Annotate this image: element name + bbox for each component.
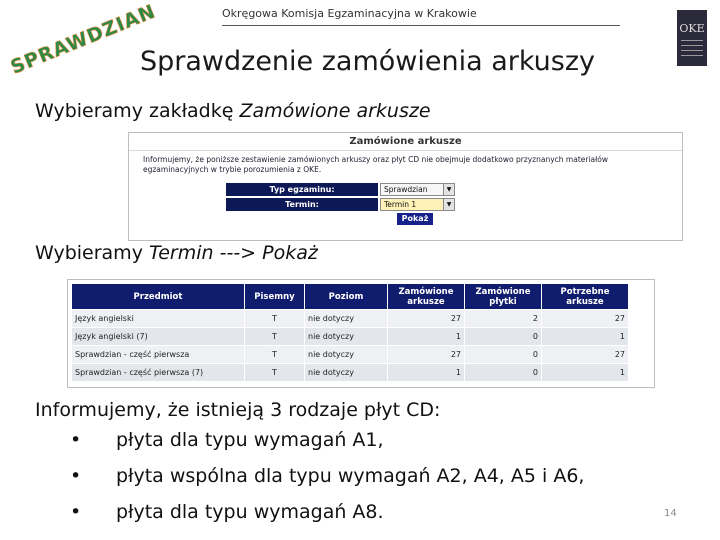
needed-sheets-cell: 1 xyxy=(542,328,629,346)
needed-sheets-cell: 27 xyxy=(542,310,629,328)
exam-type-select[interactable]: Sprawdzian ▼ xyxy=(380,183,455,196)
table-row xyxy=(72,364,629,382)
svg-text:OKE: OKE xyxy=(679,22,705,35)
column-header[interactable]: Pisemny xyxy=(245,284,305,310)
show-button[interactable]: Pokaż xyxy=(397,213,433,225)
ordered-cds-cell: 0 xyxy=(465,328,542,346)
ordered-sheets-cell: 27 xyxy=(388,310,465,328)
organization-name: Okręgowa Komisja Egzaminacyjna w Krakowie xyxy=(222,7,477,20)
level-cell: nie dotyczy xyxy=(305,328,388,346)
ordered-sheets-cell: 1 xyxy=(388,364,465,382)
term-show-emphasis: Termin ---> Pokaż xyxy=(148,242,318,264)
bullet-icon: • xyxy=(70,501,82,523)
chevron-down-icon: ▼ xyxy=(443,199,454,210)
table-header-row xyxy=(72,284,629,310)
orders-table-container xyxy=(67,279,655,388)
page-number: 14 xyxy=(664,508,677,519)
ordered-sheets-panel xyxy=(128,132,683,241)
header-divider xyxy=(222,25,620,26)
cd-types-heading: Informujemy, że istnieją 3 rodzaje płyt CD: xyxy=(35,399,441,421)
ordered-sheets-cell: 1 xyxy=(388,328,465,346)
written-cell: T xyxy=(245,328,305,346)
ordered-cds-cell: 0 xyxy=(465,346,542,364)
table-row xyxy=(72,310,629,328)
bullet-icon: • xyxy=(70,429,82,451)
table-row xyxy=(72,346,629,364)
written-cell: T xyxy=(245,310,305,328)
column-header[interactable]: Przedmiot xyxy=(72,284,245,310)
level-cell: nie dotyczy xyxy=(305,364,388,382)
ordered-cds-cell: 2 xyxy=(465,310,542,328)
exam-type-label: Typ egzaminu: xyxy=(226,183,378,196)
level-cell: nie dotyczy xyxy=(305,310,388,328)
svg-text:SPRAWDZIAN: SPRAWDZIAN xyxy=(7,0,159,79)
column-header[interactable]: Poziom xyxy=(305,284,388,310)
subject-cell: Sprawdzian - część pierwsza (7) xyxy=(72,364,245,382)
panel-info-text: Informujemy, że poniższe zestawienie zamówionych arkuszy oraz płyt CD nie obejmuje dodatkowo przyznanych materiałów egzaminacyjnych w trybie porozumienia z OKE. xyxy=(143,155,608,174)
level-cell: nie dotyczy xyxy=(305,346,388,364)
table-row xyxy=(72,328,629,346)
ordered-sheets-cell: 27 xyxy=(388,346,465,364)
needed-sheets-cell: 27 xyxy=(542,346,629,364)
column-header[interactable]: Zamówione płytki xyxy=(465,284,542,310)
chevron-down-icon: ▼ xyxy=(443,184,454,195)
column-header[interactable]: Zamówione arkusze xyxy=(388,284,465,310)
orders-table xyxy=(71,283,629,382)
panel-divider xyxy=(129,150,682,151)
subject-cell: Język angielski (7) xyxy=(72,328,245,346)
panel-title: Zamówione arkusze xyxy=(349,136,462,147)
subject-cell: Język angielski xyxy=(72,310,245,328)
slide-title: Sprawdzenie zamówienia arkuszy xyxy=(140,46,595,77)
step2-text: Wybieramy Termin ---> Pokaż xyxy=(35,242,318,264)
subject-cell: Sprawdzian - część pierwsza xyxy=(72,346,245,364)
written-cell: T xyxy=(245,346,305,364)
term-label: Termin: xyxy=(226,198,378,211)
oke-logo xyxy=(677,10,707,66)
needed-sheets-cell: 1 xyxy=(542,364,629,382)
column-header[interactable]: Potrzebne arkusze xyxy=(542,284,629,310)
sprawdzian-stamp-logo xyxy=(7,0,159,82)
step1-text: Wybieramy zakładkę Zamówione arkusze xyxy=(35,100,431,122)
bullet-icon: • xyxy=(70,465,82,487)
tab-name-emphasis: Zamówione arkusze xyxy=(239,100,431,122)
term-select[interactable]: Termin 1 ▼ xyxy=(380,198,455,211)
written-cell: T xyxy=(245,364,305,382)
ordered-cds-cell: 0 xyxy=(465,364,542,382)
